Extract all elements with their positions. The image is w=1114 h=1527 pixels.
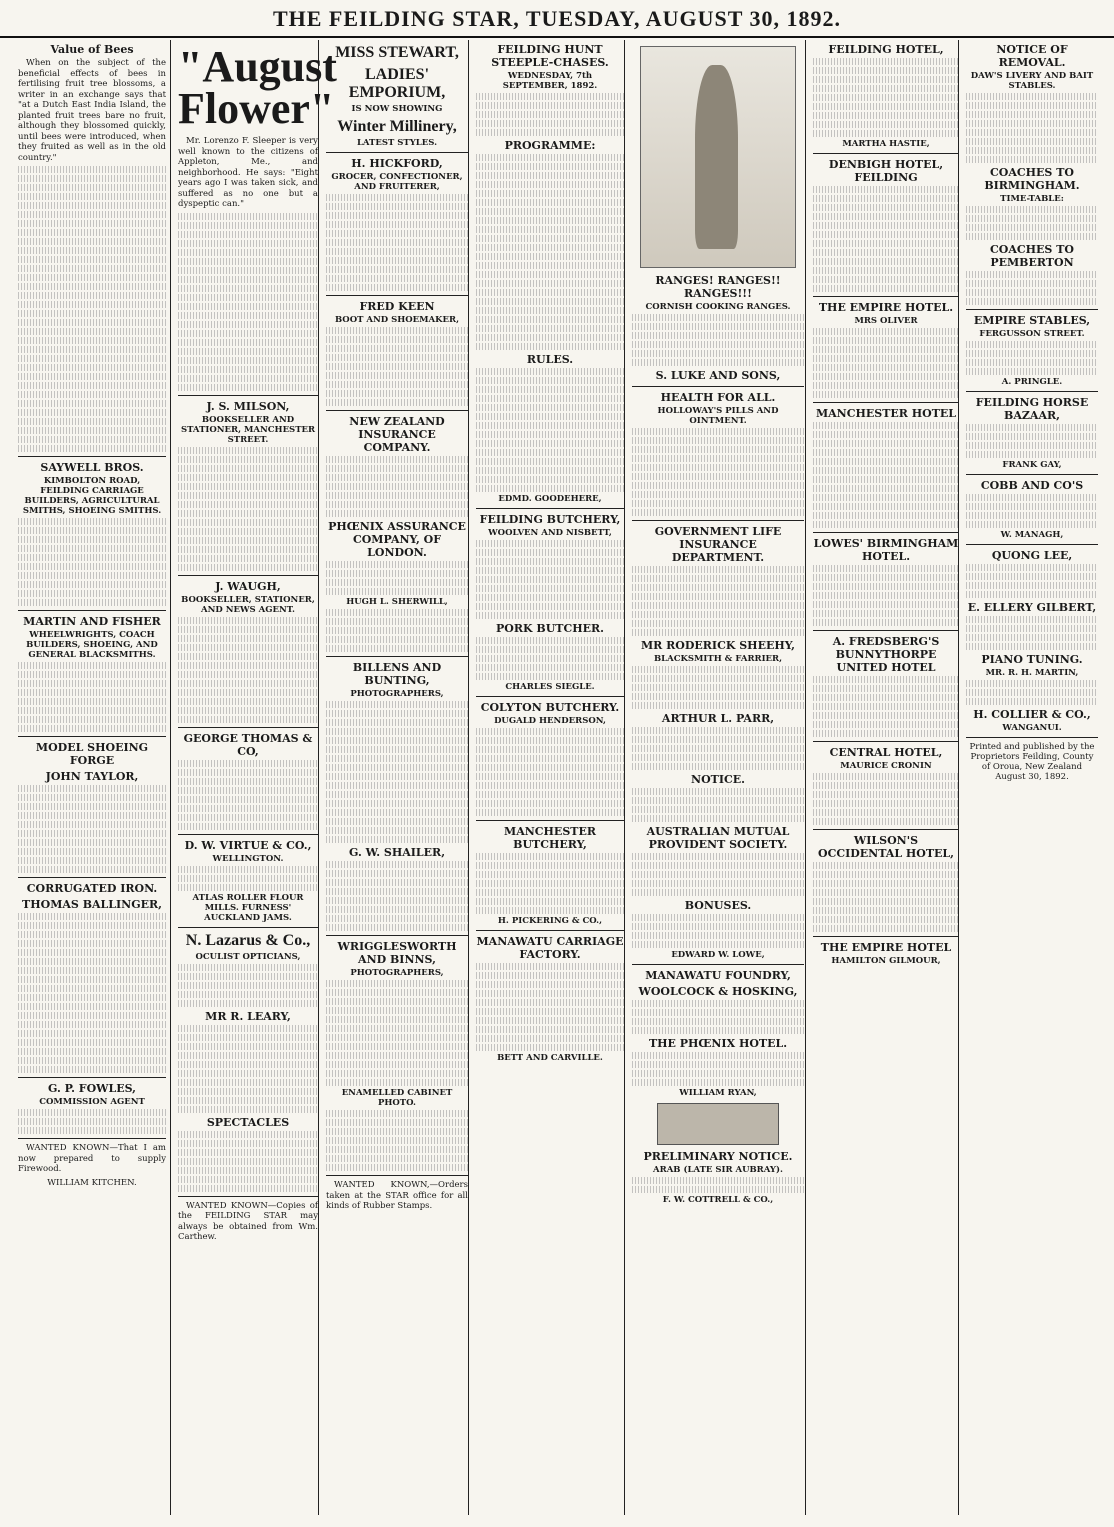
wanganui-line: WANGANUI. <box>1002 723 1062 733</box>
wanted-notice-2: WANTED KNOWN—Copies of the FEILDING STAR may always be obtained from Wm. Carthew. <box>178 1200 318 1242</box>
leary-title: MR R. LEARY, <box>205 1009 291 1023</box>
hickford-sub: GROCER, CONFECTIONER, AND FRUITERER, <box>331 172 463 192</box>
sherwill-name: HUGH L. SHERWILL, <box>346 597 448 607</box>
managh-name: W. MANAGH, <box>1000 530 1064 540</box>
woolcock-title: WOOLCOCK & HOSKING, <box>638 985 798 998</box>
removal-title: NOTICE OF REMOVAL. <box>996 43 1068 69</box>
saywell-title: SAYWELL BROS. <box>40 461 144 474</box>
lowe-name: EDWARD W. LOWE, <box>671 950 765 960</box>
colyton-title: COLYTON BUTCHERY. <box>480 701 620 714</box>
empire-hotel-title: THE EMPIRE HOTEL. <box>818 301 954 314</box>
stewart-title: MISS STEWART, <box>335 44 459 61</box>
notice-title: NOTICE. <box>691 773 745 786</box>
gilmour-name: HAMILTON GILMOUR, <box>831 956 941 966</box>
pringle-name: A. PRINGLE. <box>1001 377 1063 387</box>
august-flower-title: "August Flower" <box>178 42 337 133</box>
goodehere-name: EDMD. GOODEHERE, <box>498 494 602 504</box>
denbigh-title: DENBIGH HOTEL, FEILDING <box>828 158 944 184</box>
lazarus-title: N. Lazarus & Co., <box>185 931 311 949</box>
timetable-title: TIME-TABLE: <box>1000 194 1064 204</box>
wanted-notice: WANTED KNOWN—That I am now prepared to supply Firewood. <box>18 1143 166 1174</box>
gay-name: FRANK GAY, <box>1002 460 1062 470</box>
wrigglesworth-title: WRIGGLESWORTH AND BINNS, <box>337 940 457 966</box>
billens-sub: PHOTOGRAPHERS, <box>350 689 444 699</box>
hunt-date: WEDNESDAY, 7th SEPTEMBER, 1892. <box>502 71 598 91</box>
arab-line: ARAB (LATE SIR AUBRAY). <box>653 1165 783 1175</box>
keen-title: FRED KEEN <box>359 300 435 313</box>
martin-sub: WHEELWRIGHTS, COACH BUILDERS, SHOEING, AND GENERAL BLACKSMITHS. <box>26 630 158 660</box>
column-2 <box>178 40 337 1520</box>
collier-title: H. COLLIER & CO., <box>973 708 1091 721</box>
oliver-name: MRS OLIVER <box>854 316 918 326</box>
cobb-title: COBB AND CO'S <box>980 479 1084 492</box>
martin-name: MR. R. H. MARTIN, <box>985 668 1079 678</box>
kitchen-signature: WILLIAM KITCHEN. <box>47 1177 137 1188</box>
rules-title: RULES. <box>526 353 574 366</box>
lowes-title: LOWES' BIRMINGHAM HOTEL. <box>813 537 959 563</box>
butchery-title: FEILDING BUTCHERY, <box>479 513 621 526</box>
wilson-title: WILSON'S OCCIDENTAL HOTEL, <box>817 834 954 860</box>
tuning-title: PIANO TUNING. <box>981 653 1083 666</box>
virtue-title: D. W. VIRTUE & CO., <box>184 838 312 852</box>
enamelled-line: ENAMELLED CABINET PHOTO. <box>341 1088 453 1108</box>
daws-title: DAW'S LIVERY AND BAIT STABLES. <box>970 71 1094 91</box>
masthead-title: THE FEILDING STAR, TUESDAY, AUGUST 30, 1892. <box>272 6 842 31</box>
phoenix-title: PHŒNIX ASSURANCE COMPANY, OF LONDON. <box>328 520 466 559</box>
cottrell-name: F. W. COTTRELL & CO., <box>662 1195 774 1205</box>
manawatu-foundry-title: MANAWATU FOUNDRY, <box>645 969 791 982</box>
fowles-title: G. P. FOWLES, <box>47 1082 137 1095</box>
article-body <box>18 166 166 452</box>
luke-title: S. LUKE AND SONS, <box>655 369 781 382</box>
ranges-title: RANGES! RANGES!! RANGES!!! <box>655 274 781 300</box>
central-hotel-title: CENTRAL HOTEL, <box>829 746 943 759</box>
august-flower-text: Mr. Lorenzo F. Sleeper is very well known to the citizens of Appleton, Me., and neighborhood. He says: "Eight years ago I was taken sick, and suffered as no one but a dyspeptic can." <box>178 136 318 209</box>
virtue-sub: WELLINGTON. <box>212 853 284 864</box>
milson-title: J. S. MILSON, <box>206 399 290 413</box>
coaches-title: COACHES TO BIRMINGHAM. <box>984 166 1080 192</box>
woolven-name: WOOLVEN AND NISBETT, <box>488 528 612 538</box>
column-3 <box>326 40 468 1520</box>
waugh-title: J. WAUGH, <box>215 579 281 593</box>
bonuses-title: BONUSES. <box>684 899 752 912</box>
phoenix-hotel-title: THE PHŒNIX HOTEL. <box>648 1037 788 1050</box>
saywell-sub: KIMBOLTON ROAD, FEILDING CARRIAGE BUILDERS, AGRICULTURAL SMITHS, SHOEING SMITHS. <box>22 476 162 516</box>
wrigglesworth-sub: PHOTOGRAPHERS, <box>350 968 444 978</box>
model-title: MODEL SHOEING FORGE <box>35 741 149 767</box>
sheehy-title: MR RODERICK SHEEHY, <box>641 639 795 652</box>
gilbert-title: E. ELLERY GILBERT, <box>967 601 1097 614</box>
quong-title: QUONG LEE, <box>991 549 1073 562</box>
amp-title: AUSTRALIAN MUTUAL PROVIDENT SOCIETY. <box>646 825 790 851</box>
martin-title: MARTIN AND FISHER <box>23 615 161 628</box>
taylor-title: JOHN TAYLOR, <box>45 770 139 783</box>
pork-title: PORK BUTCHER. <box>496 622 604 635</box>
lazarus-sub: OCULIST OPTICIANS, <box>195 951 301 962</box>
horse-illustration <box>657 1103 779 1145</box>
sheehy-sub: BLACKSMITH & FARRIER, <box>653 654 783 664</box>
fowles-sub: COMMISSION AGENT <box>39 1097 145 1107</box>
siegle-name: CHARLES SIEGLE. <box>505 682 595 692</box>
column-7 <box>966 40 1098 1520</box>
keen-sub: BOOT AND SHOEMAKER, <box>334 315 460 325</box>
millinery-title: Winter Millinery, <box>337 118 457 135</box>
atlas-line: ATLAS ROLLER FLOUR MILLS. FURNESS' AUCKLAND JAMS. <box>192 892 304 923</box>
stewart-sub: LADIES' EMPORIUM, <box>348 66 446 101</box>
article-text: When on the subject of the beneficial effects of bees in fertilising fruit tree blossoms, a writer in an exchange says that "at a Dutch East India Island, the planted fruit trees bare no fruit, although they blossomed quickly, until bees were introduced, when they fruited as well as in the old country." <box>18 58 166 163</box>
thomas-title: GEORGE THOMAS & CO, <box>183 731 313 758</box>
stewart-line: IS NOW SHOWING <box>351 104 443 114</box>
column-6 <box>813 40 959 1520</box>
martha-name: MARTHA HASTIE, <box>842 139 930 149</box>
milson-sub: BOOKSELLER AND STATIONER, MANCHESTER STREET. <box>180 414 316 445</box>
cronin-name: MAURICE CRONIN <box>840 761 932 771</box>
column-4 <box>476 40 624 1520</box>
fergusson-line: FERGUSSON STREET. <box>979 329 1085 339</box>
corrugated-title: CORRUGATED IRON. <box>26 882 158 895</box>
fredsberg-title: A. FREDSBERG'S BUNNYTHORPE UNITED HOTEL <box>832 635 940 674</box>
imprint: Printed and published by the Proprietors Feilding, County of Oroua, New Zealand August 30, 1892. <box>969 742 1095 782</box>
column-5 <box>632 40 804 1520</box>
wanted-notice-3: WANTED KNOWN,—Orders taken at the STAR office for all kinds of Rubber Stamps. <box>326 1180 468 1211</box>
waugh-sub: BOOKSELLER, STATIONER, AND NEWS AGENT. <box>181 594 315 615</box>
programme-title: PROGRAMME: <box>504 139 596 152</box>
hickford-title: H. HICKFORD, <box>351 157 443 170</box>
billens-title: BILLENS AND BUNTING, <box>352 661 442 687</box>
health-title: HEALTH FOR ALL. <box>660 391 776 404</box>
cornish-title: CORNISH COOKING RANGES. <box>645 302 791 312</box>
pemberton-title: COACHES TO PEMBERTON <box>990 243 1074 269</box>
parr-title: ARTHUR L. PARR, <box>661 712 775 725</box>
article-title: Value of Bees <box>50 43 134 56</box>
ryan-name: WILLIAM RYAN, <box>679 1088 757 1098</box>
ballinger-title: THOMAS BALLINGER, <box>22 898 162 911</box>
spectacles-title: SPECTACLES <box>206 1115 290 1129</box>
hunt-title: FEILDING HUNT STEEPLE-CHASES. <box>491 43 609 69</box>
bett-name: BETT AND CARVILLE. <box>497 1053 603 1063</box>
column-1 <box>18 40 166 1520</box>
manchester-hotel-title: MANCHESTER HOTEL <box>815 407 957 420</box>
empire-stables-title: EMPIRE STABLES, <box>973 314 1091 327</box>
masthead <box>0 0 1114 38</box>
latest-styles: LATEST STYLES. <box>356 138 438 148</box>
columns <box>18 40 1098 1520</box>
pickering-name: H. PICKERING & CO., <box>497 916 603 926</box>
manawatu-carriage-title: MANAWATU CARRIAGE FACTORY. <box>476 935 624 961</box>
range-illustration <box>640 46 797 268</box>
manchester-butchery-title: MANCHESTER BUTCHERY, <box>504 825 596 851</box>
shailer-title: G. W. SHAILER, <box>348 846 446 859</box>
nz-insurance-title: NEW ZEALAND INSURANCE COMPANY. <box>349 415 445 454</box>
bazaar-title: FEILDING HORSE BAZAAR, <box>975 396 1089 422</box>
holloway-title: HOLLOWAY'S PILLS AND OINTMENT. <box>657 406 779 426</box>
feilding-hotel-title: FEILDING HOTEL, <box>828 43 944 56</box>
dugald-name: DUGALD HENDERSON, <box>494 716 606 726</box>
empire-wellington-title: THE EMPIRE HOTEL <box>820 941 952 954</box>
prelim-title: PRELIMINARY NOTICE. <box>643 1150 793 1163</box>
govt-insurance-title: GOVERNMENT LIFE INSURANCE DEPARTMENT. <box>654 525 782 564</box>
